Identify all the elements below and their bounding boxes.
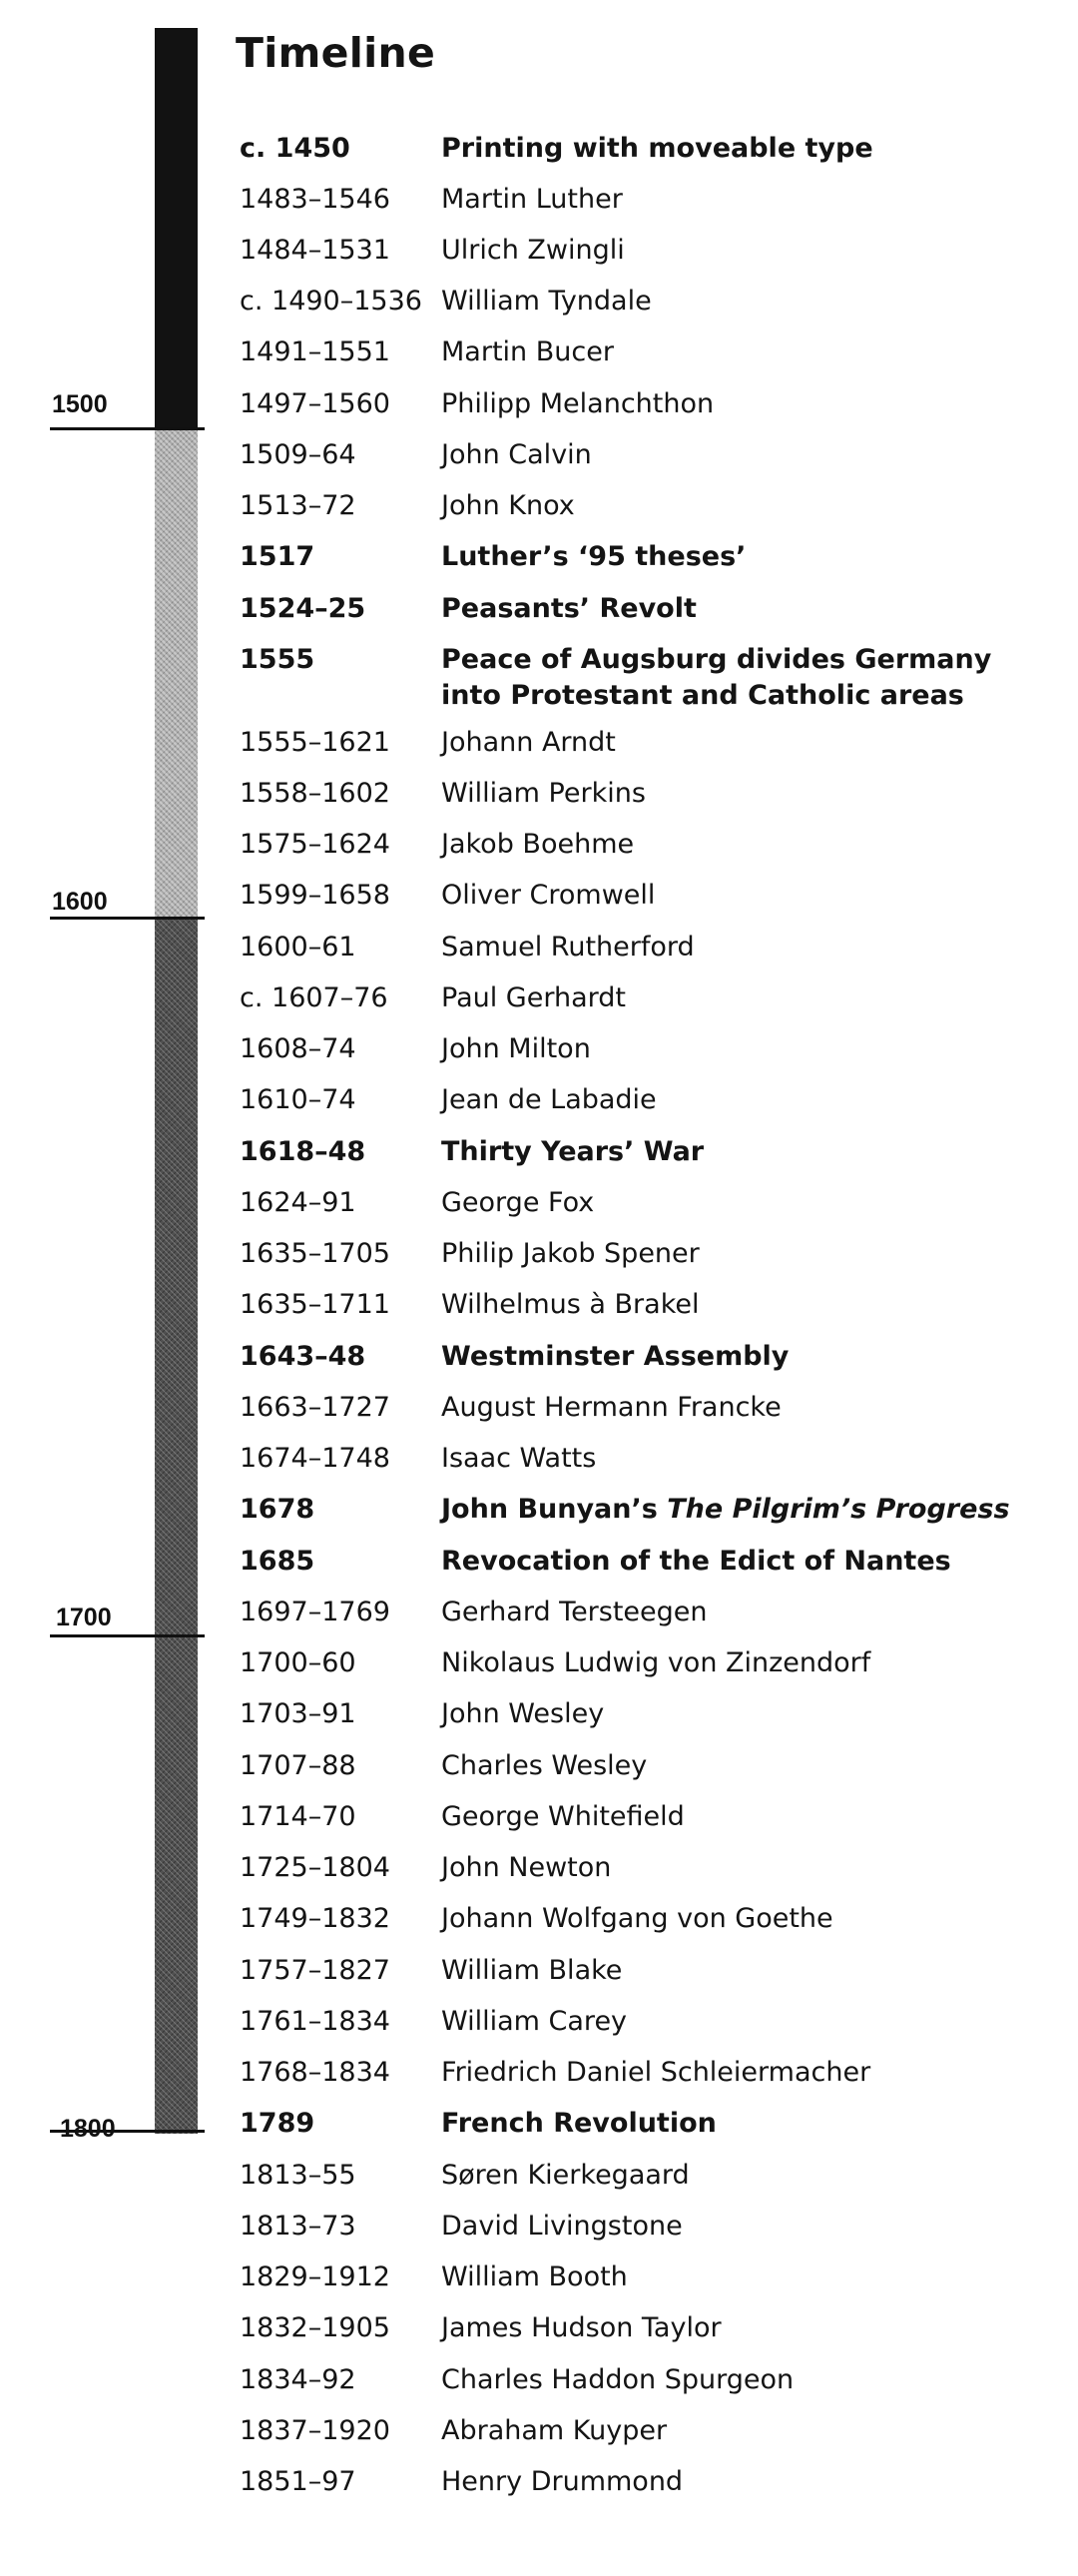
entry-date: 1513–72 <box>240 490 356 521</box>
entry-label: Wilhelmus à Brakel <box>441 1289 700 1320</box>
entry-label: William Carey <box>441 2006 628 2037</box>
entry-date: 1851–97 <box>240 2466 356 2497</box>
timeline-person-row <box>0 1076 1078 1122</box>
entry-date: 1599–1658 <box>240 880 390 911</box>
entry-label: Johann Wolfgang von Goethe <box>441 1903 833 1934</box>
entry-label: William Booth <box>441 2261 628 2292</box>
timeline-person-row <box>0 719 1078 765</box>
entry-label: Nikolaus Ludwig von Zinzendorf <box>441 1647 871 1678</box>
entry-label: Peace of Augsburg divides Germany into Protestant and Catholic areas <box>441 644 992 711</box>
entry-label: John Calvin <box>441 439 592 470</box>
entry-label: Johann Arndt <box>441 727 616 758</box>
entry-date: 1600–61 <box>240 932 356 963</box>
timeline-person-row <box>0 176 1078 222</box>
timeline-person-row <box>0 1895 1078 1941</box>
entry-label: Martin Bucer <box>441 336 614 367</box>
timeline-event-row <box>0 533 1078 579</box>
entry-date: 1829–1912 <box>240 2261 390 2292</box>
entry-label: George Whitefield <box>441 1801 685 1832</box>
timeline-person-row <box>0 1742 1078 1788</box>
entry-date: 1707–88 <box>240 1750 356 1781</box>
entry-date: 1497–1560 <box>240 388 390 419</box>
entry-date: 1674–1748 <box>240 1443 390 1474</box>
entry-date: 1491–1551 <box>240 336 390 367</box>
entry-label: Printing with moveable type <box>441 133 873 164</box>
entry-label: Henry Drummond <box>441 2466 684 2497</box>
timeline-person-row <box>0 1793 1078 1839</box>
entry-date: 1768–1834 <box>240 2057 390 2088</box>
timeline-event-row <box>0 1333 1078 1379</box>
entry-date: 1663–1727 <box>240 1392 390 1423</box>
entry-date: 1813–73 <box>240 2211 356 2242</box>
entry-label-italic: The Pilgrim’s Progress <box>667 1494 1010 1525</box>
entry-date: 1700–60 <box>240 1647 356 1678</box>
entry-date: c. 1450 <box>240 133 350 164</box>
timeline-person-row <box>0 1639 1078 1685</box>
timeline-person-row <box>0 2356 1078 2402</box>
entry-date: 1703–91 <box>240 1698 356 1729</box>
entry-date: 1635–1705 <box>240 1238 390 1269</box>
timeline-person-row <box>0 2407 1078 2453</box>
page-title: Timeline <box>236 29 436 77</box>
entry-label <box>441 1492 1040 1528</box>
entry-date: c. 1490–1536 <box>240 286 422 317</box>
entry-date: 1484–1531 <box>240 235 390 266</box>
timeline-person-row <box>0 380 1078 426</box>
entry-label: Ulrich Zwingli <box>441 235 625 266</box>
century-label: 1700 <box>56 1604 112 1631</box>
entry-label: Thirty Years’ War <box>441 1136 705 1167</box>
timeline-person-row <box>0 482 1078 528</box>
entry-date: 1837–1920 <box>240 2415 390 2446</box>
timeline-person-row <box>0 431 1078 477</box>
entry-label: William Tyndale <box>441 286 652 317</box>
timeline-person-row <box>0 1690 1078 1736</box>
entry-date: 1834–92 <box>240 2364 356 2395</box>
timeline-person-row <box>0 2152 1078 2198</box>
entry-label: William Perkins <box>441 778 646 809</box>
entry-date: 1624–91 <box>240 1187 356 1218</box>
entry-label: Gerhard Tersteegen <box>441 1597 708 1627</box>
timeline-event-row <box>0 636 1078 718</box>
entry-date: 1697–1769 <box>240 1597 390 1627</box>
entry-date: 1618–48 <box>240 1136 366 1167</box>
entry-label: Peasants’ Revolt <box>441 593 697 624</box>
timeline-person-row <box>0 2049 1078 2095</box>
entry-date: 1678 <box>240 1494 315 1525</box>
timeline-person-row <box>0 1384 1078 1430</box>
timeline-person-row <box>0 2458 1078 2504</box>
entry-date: 1555 <box>240 644 315 675</box>
century-line-1700 <box>50 1634 205 1637</box>
entry-label-text: John Bunyan’s <box>441 1494 668 1525</box>
timeline-person-row <box>0 328 1078 374</box>
entry-label: Westminster Assembly <box>441 1341 790 1372</box>
timeline-person-row <box>0 821 1078 867</box>
entry-label: James Hudson Taylor <box>441 2312 722 2343</box>
entry-label: French Revolution <box>441 2108 717 2139</box>
entry-date: 1832–1905 <box>240 2312 390 2343</box>
entry-label: Luther’s ‘95 theses’ <box>441 541 747 572</box>
entry-label: Charles Wesley <box>441 1750 648 1781</box>
entry-date: 1558–1602 <box>240 778 390 809</box>
entry-label: Abraham Kuyper <box>441 2415 668 2446</box>
entry-date: 1555–1621 <box>240 727 390 758</box>
entry-label: Oliver Cromwell <box>441 880 656 911</box>
entry-label: Isaac Watts <box>441 1443 597 1474</box>
entry-date: 1509–64 <box>240 439 356 470</box>
entry-label: John Wesley <box>441 1698 605 1729</box>
century-label: 1800 <box>60 2115 116 2143</box>
entry-date: 1610–74 <box>240 1084 356 1115</box>
timeline-person-row <box>0 872 1078 918</box>
timeline-event-row <box>0 2100 1078 2146</box>
timeline-event-row <box>0 125 1078 171</box>
entry-date: 1725–1804 <box>240 1852 390 1883</box>
entry-date: 1714–70 <box>240 1801 356 1832</box>
entry-date: 1761–1834 <box>240 2006 390 2037</box>
timeline-person-row <box>0 2254 1078 2299</box>
century-label: 1500 <box>52 390 108 418</box>
entry-label: Samuel Rutherford <box>441 932 695 963</box>
entry-date: c. 1607–76 <box>240 982 388 1013</box>
timeline-person-row <box>0 1230 1078 1276</box>
entry-label: David Livingstone <box>441 2211 683 2242</box>
century-line-1500 <box>50 427 205 430</box>
timeline-person-row <box>0 2203 1078 2249</box>
century-label: 1600 <box>52 888 108 916</box>
timeline-person-row <box>0 1281 1078 1327</box>
timeline-event-row <box>0 1128 1078 1174</box>
entry-label: John Milton <box>441 1033 591 1064</box>
timeline-person-row <box>0 1025 1078 1071</box>
entry-label: John Newton <box>441 1852 612 1883</box>
entry-date: 1524–25 <box>240 593 366 624</box>
entry-date: 1685 <box>240 1546 315 1577</box>
entry-date: 1575–1624 <box>240 829 390 860</box>
timeline-person-row <box>0 1998 1078 2044</box>
timeline-person-row <box>0 1179 1078 1225</box>
entry-label: August Hermann Francke <box>441 1392 782 1423</box>
entry-label: Søren Kierkegaard <box>441 2160 690 2191</box>
timeline-person-row <box>0 278 1078 323</box>
entry-date: 1517 <box>240 541 315 572</box>
entry-label: Friedrich Daniel Schleiermacher <box>441 2057 871 2088</box>
timeline-person-row <box>0 974 1078 1020</box>
timeline-event-row <box>0 1486 1078 1532</box>
entry-label: Revocation of the Edict of Nantes <box>441 1546 951 1577</box>
entry-date: 1483–1546 <box>240 184 390 215</box>
timeline-person-row <box>0 1435 1078 1481</box>
entry-label: Martin Luther <box>441 184 623 215</box>
entry-label: George Fox <box>441 1187 595 1218</box>
entry-date: 1813–55 <box>240 2160 356 2191</box>
entry-date: 1608–74 <box>240 1033 356 1064</box>
entry-date: 1635–1711 <box>240 1289 390 1320</box>
timeline-person-row <box>0 924 1078 969</box>
timeline-event-row <box>0 585 1078 631</box>
timeline-person-row <box>0 1844 1078 1890</box>
timeline-person-row <box>0 227 1078 273</box>
entry-label: Jean de Labadie <box>441 1084 657 1115</box>
timeline-person-row <box>0 1947 1078 1993</box>
entry-label: Philip Jakob Spener <box>441 1238 700 1269</box>
entry-date: 1643–48 <box>240 1341 366 1372</box>
timeline-person-row <box>0 770 1078 816</box>
entry-date: 1789 <box>240 2108 315 2139</box>
entry-label: William Blake <box>441 1955 623 1986</box>
timeline-person-row <box>0 2304 1078 2350</box>
entry-label: Charles Haddon Spurgeon <box>441 2364 795 2395</box>
timeline-event-row <box>0 1538 1078 1584</box>
entry-label: Jakob Boehme <box>441 829 635 860</box>
entry-label: Paul Gerhardt <box>441 982 626 1013</box>
entry-label: John Knox <box>441 490 575 521</box>
entry-date: 1749–1832 <box>240 1903 390 1934</box>
entry-date: 1757–1827 <box>240 1955 390 1986</box>
entry-label: Philipp Melanchthon <box>441 388 715 419</box>
timeline-person-row <box>0 1589 1078 1634</box>
